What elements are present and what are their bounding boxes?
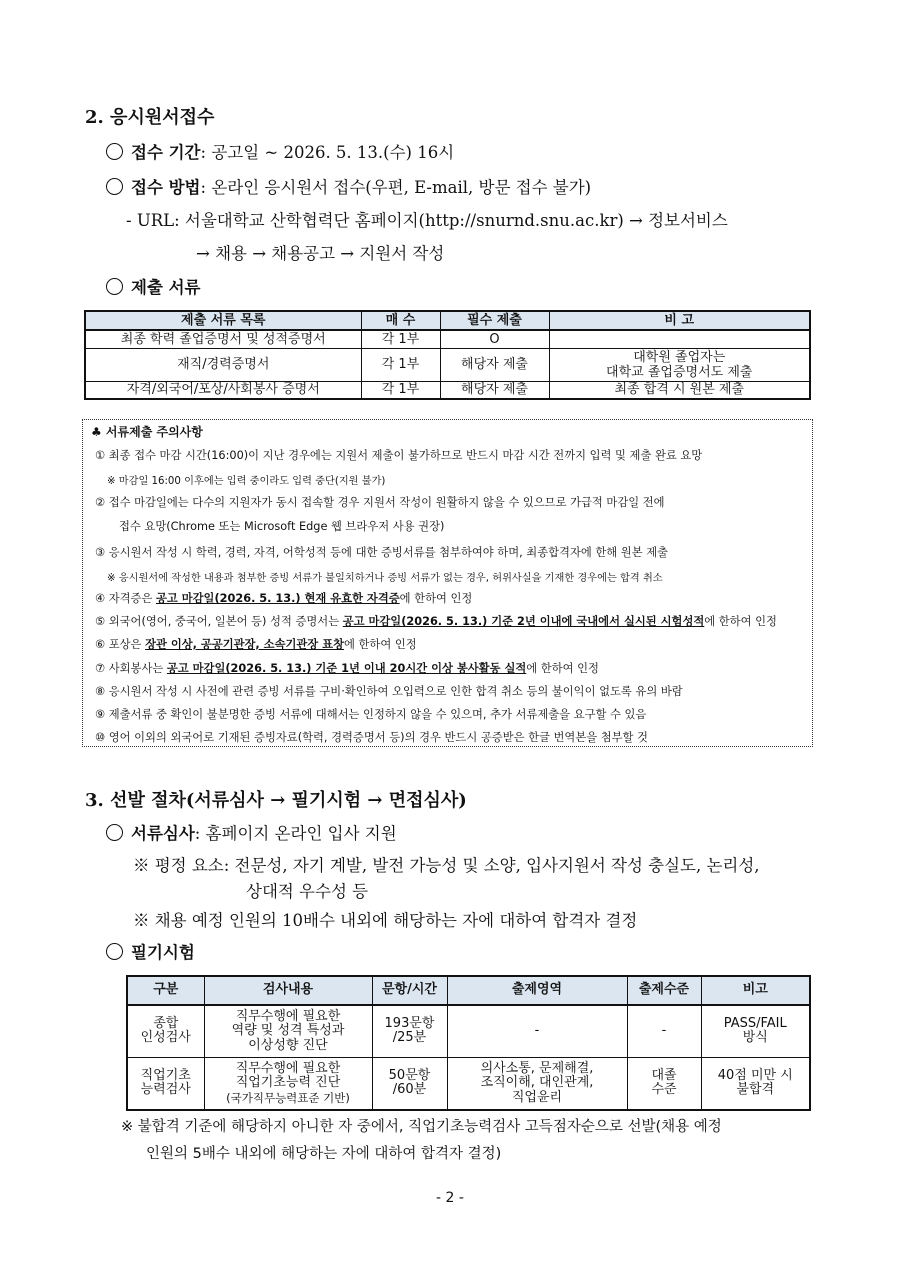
url-line-2: → 채용 → 채용공고 → 지원서 작성 xyxy=(196,244,445,263)
exam-footnote-line-2: 인원의 5배수 내외에 해당하는 자에 대하여 합격자 결정) xyxy=(146,1146,502,1162)
circle-bullet-icon xyxy=(106,278,123,295)
period-label: 접수 기간 xyxy=(131,143,201,162)
docs-heading xyxy=(106,274,201,298)
cell-line: PASS/FAIL xyxy=(723,1015,787,1031)
notice-item-10: ⑩ 영어 이외의 외국어로 기재된 증빙자료(학력, 경력증명서 등)의 경우 반드시 공증받은 한글 번역본을 첨부할 것 xyxy=(95,731,648,744)
notice-item-6 xyxy=(95,636,417,652)
exam-table xyxy=(126,975,811,1111)
circle-bullet-icon xyxy=(106,824,123,841)
cell-line: 50문항 xyxy=(388,1067,431,1083)
circle-bullet-icon xyxy=(106,143,123,160)
cell-line: 종합 xyxy=(153,1015,179,1031)
notice-text: 에 한하여 인정 xyxy=(704,615,777,628)
notice-text: ⑤ 외국어(영어, 중국어, 일본어 등) 성적 증명서는 xyxy=(95,615,343,628)
cell-line: 193문항 xyxy=(384,1015,435,1031)
notice-item-4 xyxy=(95,590,472,606)
circle-bullet-icon xyxy=(106,943,123,960)
notice-text: ⑦ 사회봉사는 xyxy=(95,662,167,675)
exam-footnote-line-1: ※ 불합격 기준에 해당하지 아니한 자 중에서, 직업기초능력검사 고득점자순으로 선발(채용 예정 xyxy=(121,1119,722,1135)
method-line xyxy=(106,174,591,198)
exam-header-area: 출제영역 xyxy=(447,976,627,1005)
docs-label: 제출 서류 xyxy=(131,278,201,297)
notice-text: ⑥ 포상은 xyxy=(95,638,146,651)
table-cell: - xyxy=(447,1005,627,1057)
notice-item-3-sub: ※ 응시원서에 작성한 내용과 첨부한 증빙 서류가 불일치하거나 증빙 서류가 없는 경우, 허위사실을 기재한 경우에는 합격 취소 xyxy=(107,573,663,584)
table-cell xyxy=(549,348,810,381)
notice-emphasis: 장관 이상, 공공기관장, 소속기관장 표창 xyxy=(145,638,344,651)
screening-text: : 홈페이지 온라인 입사 지원 xyxy=(194,824,397,843)
exam-header-content: 검사내용 xyxy=(204,976,372,1005)
table-cell xyxy=(204,1005,372,1057)
cell-line: /60분 xyxy=(392,1082,427,1098)
table-cell: O xyxy=(440,330,549,348)
table-cell: 각 1부 xyxy=(361,381,440,399)
notice-item-5 xyxy=(95,613,777,629)
notice-text: 에 한하여 인정 xyxy=(526,662,599,675)
docs-header-note: 비 고 xyxy=(549,311,810,330)
cell-line: 의사소통, 문제해결, xyxy=(480,1060,594,1076)
cell-line: 인성검사 xyxy=(140,1030,191,1046)
documents-table xyxy=(84,310,811,400)
notice-box xyxy=(82,419,813,747)
cell-line: 직업기초능력 진단 xyxy=(235,1075,341,1090)
table-cell xyxy=(204,1057,372,1110)
method-label: 접수 방법 xyxy=(131,178,201,197)
cell-line: 방식 xyxy=(742,1030,768,1046)
cell-line: 직무수행에 필요한 xyxy=(235,1008,341,1024)
period-text: : 공고일 ~ 2026. 5. 13.(수) 16시 xyxy=(200,143,455,162)
table-cell: 각 1부 xyxy=(361,330,440,348)
table-cell xyxy=(627,1057,701,1110)
table-cell: 최종 합격 시 원본 제출 xyxy=(549,381,810,399)
notice-text: 에 한하여 인정 xyxy=(399,592,473,605)
method-text: : 온라인 응시원서 접수(우편, E-mail, 방문 접수 불가) xyxy=(200,178,592,197)
cell-line: 대졸 xyxy=(651,1067,677,1083)
cell-line: (국가직무능력표준 기반) xyxy=(226,1090,350,1105)
table-cell xyxy=(701,1005,810,1057)
notice-text: ④ 자격증은 xyxy=(95,592,156,605)
table-cell: 재직/경력증명서 xyxy=(85,348,361,381)
exam-header-note: 비고 xyxy=(701,976,810,1005)
table-cell xyxy=(127,1005,204,1057)
screening-line xyxy=(106,820,397,844)
table-cell: 최종 학력 졸업증명서 및 성적증명서 xyxy=(85,330,361,348)
note-line: 대학원 졸업자는 xyxy=(633,349,726,365)
cell-line: 능력검사 xyxy=(140,1082,191,1098)
cell-line: 40점 미만 시 xyxy=(717,1067,793,1083)
cell-line: 역량 및 성격 특성과 xyxy=(231,1023,345,1038)
table-cell xyxy=(127,1057,204,1110)
cell-line: 직무수행에 필요한 xyxy=(235,1060,341,1076)
notice-item-9: ⑨ 제출서류 중 확인이 불분명한 증빙 서류에 대해서는 인정하지 않을 수 있으며, 추가 서류제출을 요구할 수 있음 xyxy=(95,708,647,721)
notice-emphasis: 공고 마감일(2026. 5. 13.) 기준 1년 이내 20시간 이상 봉사활동 실적 xyxy=(166,662,527,675)
circle-bullet-icon xyxy=(106,178,123,195)
table-cell xyxy=(549,330,810,348)
written-label: 필기시험 xyxy=(131,943,195,962)
docs-header-count: 매 수 xyxy=(361,311,440,330)
cell-line: 직업기초 xyxy=(140,1067,191,1083)
table-cell xyxy=(372,1057,447,1110)
exam-header-items: 문항/시간 xyxy=(372,976,447,1005)
screening-label: 서류심사 xyxy=(131,824,195,843)
url-line-1: - URL: 서울대학교 산학협력단 홈페이지(http://snurnd.snu.ac.kr) → 정보서비스 xyxy=(126,211,728,230)
exam-header-type: 구분 xyxy=(127,976,204,1005)
exam-header-level: 출제수준 xyxy=(627,976,701,1005)
notice-item-2: ② 접수 마감일에는 다수의 지원자가 동시 접속할 경우 지원서 작성이 원활하지 않을 수 있으므로 가급적 마감일 전에 xyxy=(95,496,665,509)
notice-item-3: ③ 응시원서 작성 시 학력, 경력, 자격, 어학성적 등에 대한 증빙서류를 첨부하여야 하며, 최종합격자에 한해 원본 제출 xyxy=(95,546,669,559)
period-line xyxy=(106,139,454,163)
screening-note: ※ 채용 예정 인원의 10배수 내외에 해당하는 자에 대하여 합격자 결정 xyxy=(133,911,638,930)
table-cell xyxy=(372,1005,447,1057)
table-cell xyxy=(447,1057,627,1110)
cell-line: 조직이해, 대인관계, xyxy=(480,1075,594,1090)
section-2-title: 2. 응시원서접수 xyxy=(85,107,215,128)
notice-item-8: ⑧ 응시원서 작성 시 사전에 관련 증빙 서류를 구비·확인하여 오입력으로 인한 합격 취소 등의 불이익이 없도록 유의 바람 xyxy=(95,685,683,698)
cell-line: 직업윤리 xyxy=(511,1089,563,1105)
section-3-title: 3. 선발 절차(서류심사 → 필기시험 → 면접심사) xyxy=(85,790,467,811)
notice-item-2-cont: 접수 요망(Chrome 또는 Microsoft Edge 웹 브라우저 사용 권장) xyxy=(119,520,445,533)
written-heading xyxy=(106,939,195,963)
criteria-line-1: ※ 평정 요소: 전문성, 자기 계발, 발전 가능성 및 소양, 입사지원서 작성 충실도, 논리성, xyxy=(133,856,760,875)
note-line: 대학교 졸업증명서도 제출 xyxy=(606,364,753,380)
table-cell: - xyxy=(627,1005,701,1057)
table-cell xyxy=(701,1057,810,1110)
page-number: - 2 - xyxy=(436,1190,464,1206)
table-cell: 해당자 제출 xyxy=(440,348,549,381)
notice-emphasis: 공고 마감일(2026. 5. 13.) 현재 유효한 자격증 xyxy=(155,592,400,605)
cell-line: /25분 xyxy=(392,1030,427,1046)
docs-header-required: 필수 제출 xyxy=(440,311,549,330)
table-cell: 각 1부 xyxy=(361,348,440,381)
cell-line: 수준 xyxy=(651,1082,677,1098)
notice-item-1-sub: ※ 마감일 16:00 이후에는 입력 중이라도 입력 중단(지원 불가) xyxy=(107,476,386,487)
cell-line: 불합격 xyxy=(736,1082,775,1098)
table-cell: 자격/외국어/포상/사회봉사 증명서 xyxy=(85,381,361,399)
table-cell: 해당자 제출 xyxy=(440,381,549,399)
notice-item-1: ① 최종 접수 마감 시간(16:00)이 지난 경우에는 지원서 제출이 불가하므로 반드시 마감 시간 전까지 입력 및 제출 완료 요망 xyxy=(95,449,703,462)
notice-item-7 xyxy=(95,660,599,676)
notice-emphasis: 공고 마감일(2026. 5. 13.) 기준 2년 이내에 국내에서 실시된 시험성적 xyxy=(342,615,705,628)
cell-line: 이상성향 진단 xyxy=(248,1037,328,1053)
notice-text: 에 한하여 인정 xyxy=(343,638,417,651)
criteria-line-2: 상대적 우수성 등 xyxy=(246,882,369,901)
docs-header-list: 제출 서류 목록 xyxy=(85,311,361,330)
notice-title: ♣ 서류제출 주의사항 xyxy=(91,425,203,439)
